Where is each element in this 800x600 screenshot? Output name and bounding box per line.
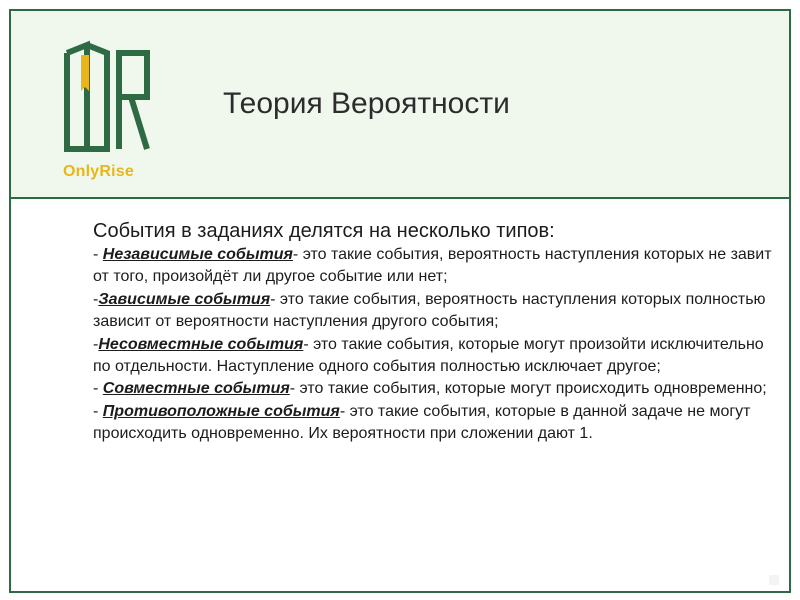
item-prefix: - xyxy=(93,335,99,353)
page-title: Теория Вероятности xyxy=(223,87,510,120)
list-item xyxy=(93,378,773,400)
item-text: - это такие события, которые могут произойти исключительно по отдельности. Наступление одного события полностью исключает другое; xyxy=(93,335,764,376)
item-text: - это такие события, которые могут происходить одновременно; xyxy=(289,380,767,398)
lead-text: События в заданиях делятся на несколько типов: xyxy=(93,220,555,242)
item-prefix: - xyxy=(93,402,103,420)
onlyrise-logo-icon xyxy=(61,39,153,159)
item-term: Независимые события xyxy=(102,246,293,263)
slide-number-marker xyxy=(769,575,779,585)
item-term: Зависимые события xyxy=(98,290,271,308)
item-term: Несовместные события xyxy=(98,335,304,353)
item-text: - это такие события, которые в данной задаче не могут происходить одновременно. Их вероятности при сложении дают 1. xyxy=(93,402,751,443)
item-text: - это такие события, вероятность наступления которых не завит от того, произойдёт ли другое событие или нет; xyxy=(93,246,772,286)
list-item xyxy=(93,289,773,334)
main-content xyxy=(93,218,773,446)
slide-frame xyxy=(9,9,791,593)
item-prefix: - xyxy=(93,246,103,263)
list-item xyxy=(93,244,773,289)
list-item xyxy=(93,334,773,379)
slide-header xyxy=(11,11,789,199)
item-text: - это такие события, вероятность наступления которых полностью зависит от вероятности наступления другого события; xyxy=(93,290,766,331)
list-item xyxy=(93,401,773,446)
logo-text: OnlyRise xyxy=(63,163,134,180)
item-term: Противоположные события xyxy=(102,402,340,420)
item-prefix: - xyxy=(93,380,103,398)
item-prefix: - xyxy=(93,290,99,308)
item-term: Совместные события xyxy=(102,380,290,398)
